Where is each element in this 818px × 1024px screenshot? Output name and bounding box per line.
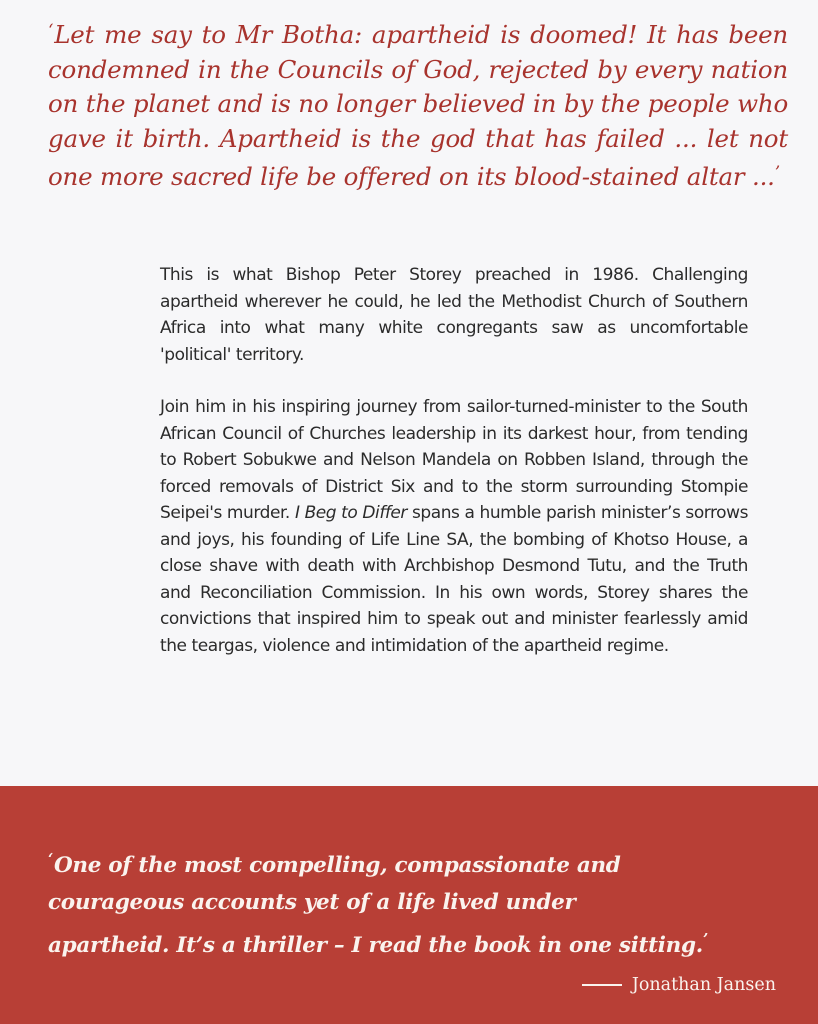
description-paragraph-1: This is what Bishop Peter Storey preached in 1986. Challenging apartheid wherever he could, he led the Methodist Church of Southern Africa into what many white congregants saw as uncomfortable 'political' territory. (160, 265, 748, 365)
endorsement-close-mark: ’ (702, 930, 708, 948)
endorsement-line-3: apartheid. It’s a thriller – I read the book in one sitting.’ (48, 930, 708, 958)
close-quote-mark: ’ (774, 163, 780, 184)
paragraph-2-intro: Join him in his inspiring journey from sailor-turned-minister to the South African Council of Churches leadership in its darkest hour, from tending to Robert Sobukwe and Nelson Mandela on Robben Island, through the forced removals of District Six and to the storm surrounding Stompie Seipei's murder. (160, 397, 748, 523)
endorsement-attribution (582, 975, 776, 995)
endorsement-quote (48, 841, 778, 964)
endorsement-author: Jonathan Jansen (631, 975, 776, 995)
attribution-dash (582, 984, 622, 986)
opening-quote-text: Let me say to Mr Botha: apartheid is doomed! It has been condemned in the Councils of God, rejected by every nation on the planet and is no longer believed in by the people who gave it birth. Apartheid is the god that has failed ... let not one more sacred life be offered on its blood-stained altar ... (48, 20, 788, 192)
endorsement-band (0, 786, 818, 1024)
opening-quote (48, 14, 788, 195)
paragraph-2-rest: spans a humble parish minister’s sorrows and joys, his founding of Life Line SA, the bombing of Khotso House, a close shave with death with Archbishop Desmond Tutu, and the Truth and Reconciliation Commission. In his own words, Storey shares the convictions that inspired him to speak out and minister fearlessly amid the teargas, violence and intimidation of the apartheid regime. (160, 503, 748, 656)
endorsement-open-mark: ‘ (48, 850, 53, 868)
description-paragraph-2 (160, 394, 748, 659)
endorsement-line-1: ‘One of the most compelling, compassionate and (48, 850, 621, 878)
endorsement-line-2: courageous accounts yet of a life lived under (48, 890, 576, 915)
open-quote-mark: ‘ (48, 21, 54, 41)
book-title: I Beg to Differ (294, 503, 407, 523)
book-description (160, 262, 748, 659)
